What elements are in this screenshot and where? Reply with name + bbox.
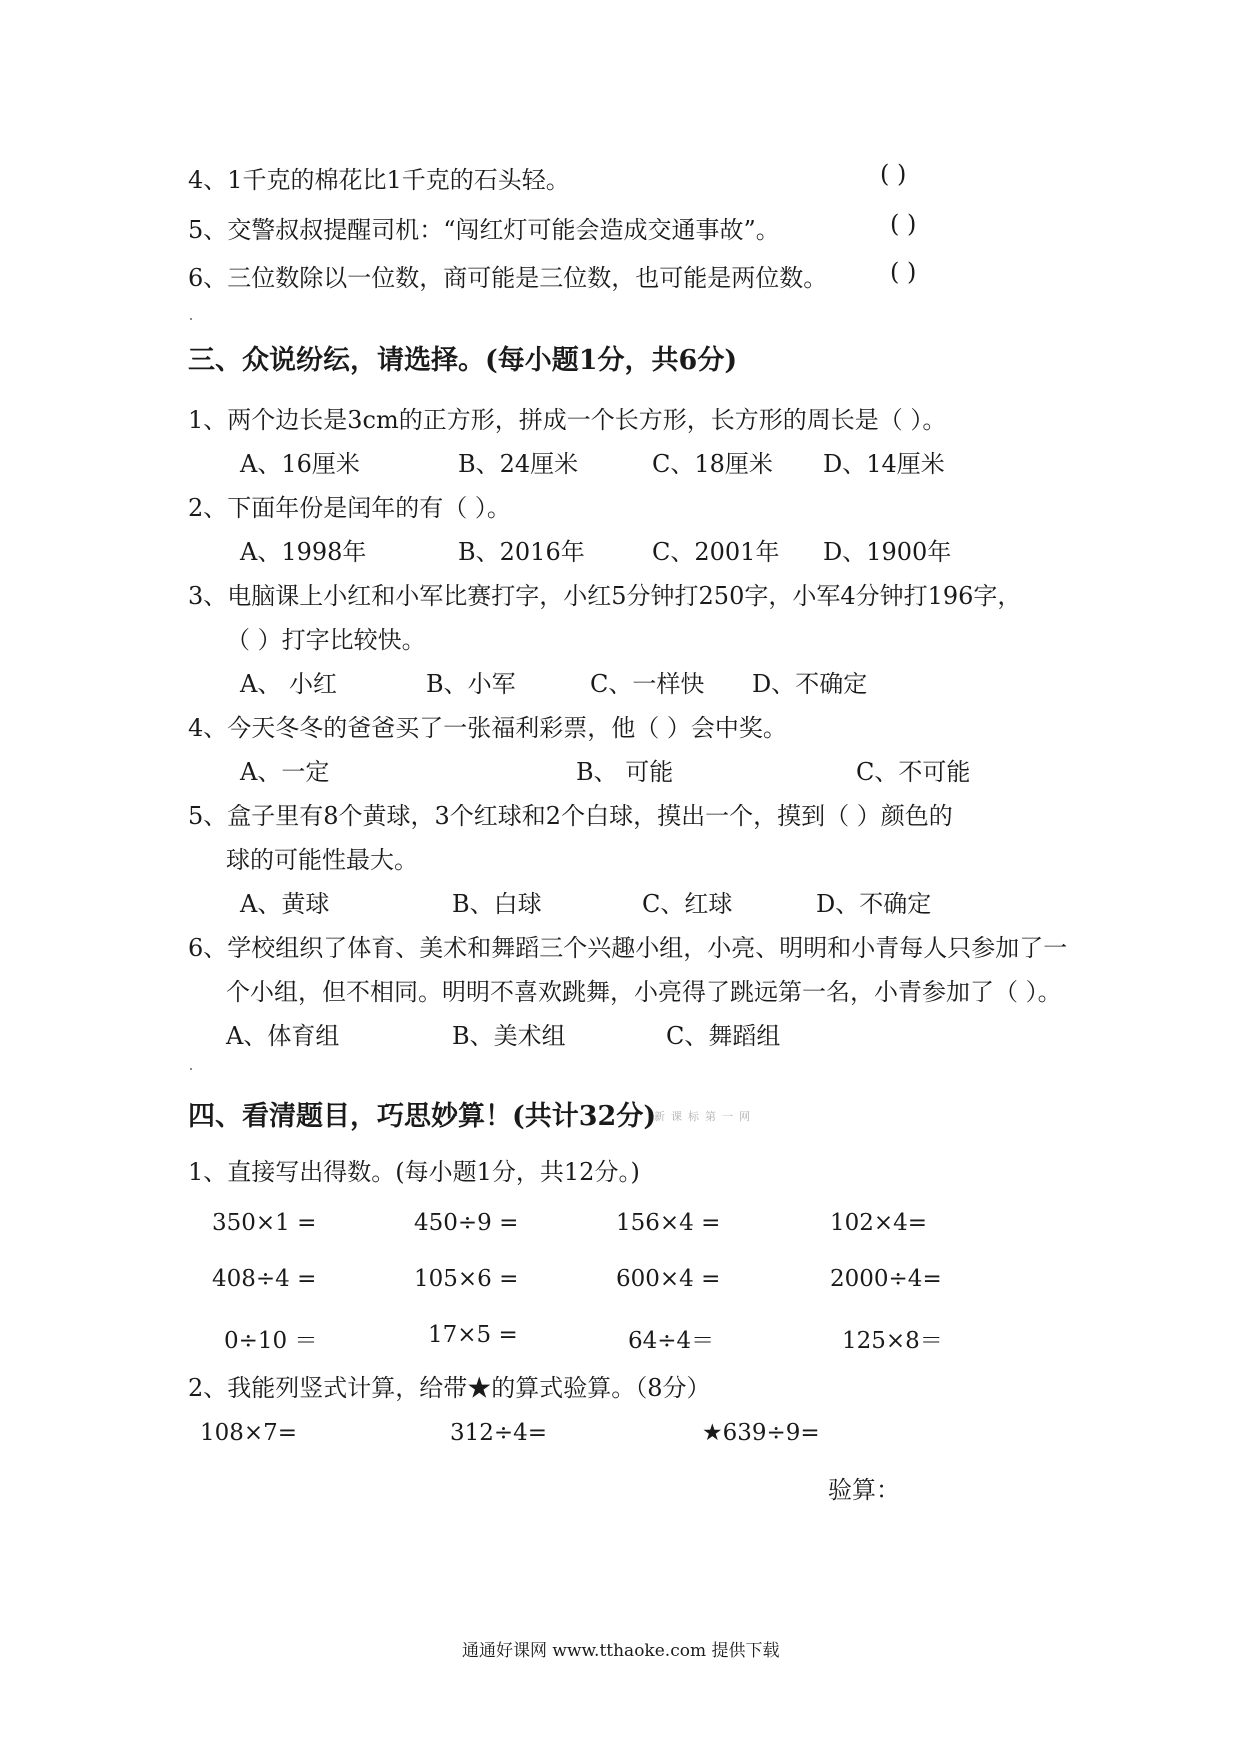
calc-item[interactable]: 125×8＝ [842,1328,943,1354]
watermark: 新课标第一网 [654,1110,756,1123]
answer-bracket-6[interactable]: ( ) [890,258,917,286]
option-3-2-a[interactable]: A、1998年 [240,538,367,566]
option-3-2-b[interactable]: B、2016年 [458,538,585,566]
option-3-5-c[interactable]: C、红球 [642,890,733,918]
option-3-2-c[interactable]: C、2001年 [652,538,780,566]
calc-item[interactable]: 102×4= [830,1210,928,1236]
question-3-3-cont: （ ）打字比较快。 [226,626,426,654]
option-3-3-d[interactable]: D、不确定 [752,670,868,698]
option-3-3-c[interactable]: C、一样快 [590,670,705,698]
option-3-6-c[interactable]: C、舞蹈组 [666,1022,781,1050]
option-3-5-d[interactable]: D、不确定 [816,890,932,918]
calc-item[interactable]: 2000÷4= [830,1266,942,1292]
option-3-1-c[interactable]: C、18厘米 [652,450,773,478]
calc-item[interactable]: 64÷4＝ [628,1328,715,1354]
option-3-4-a[interactable]: A、一定 [240,758,330,786]
question-3-6: 6、学校组织了体育、美术和舞蹈三个兴趣小组，小亮、明明和小青每人只参加了一 [188,934,1068,962]
vertical-calc-1[interactable]: 108×7= [200,1420,298,1446]
question-3-3: 3、电脑课上小红和小军比赛打字，小红5分钟打250字，小军4分钟打196字， [188,582,1022,610]
calc-item[interactable]: 17×5 = [428,1322,518,1348]
question-4-2: 2、我能列竖式计算，给带★的算式验算。（8分） [188,1374,711,1402]
answer-bracket-5[interactable]: ( ) [890,210,917,238]
judgement-item-5: 5、交警叔叔提醒司机：“闯红灯可能会造成交通事故”。 [188,216,780,244]
option-3-3-a[interactable]: A、 小红 [240,670,337,698]
check-label: 验算： [828,1476,900,1504]
option-3-5-b[interactable]: B、白球 [452,890,542,918]
question-3-1: 1、两个边长是3cm的正方形，拼成一个长方形，长方形的周长是（ ）。 [188,406,947,434]
question-4-1: 1、直接写出得数。(每小题1分，共12分。) [188,1158,640,1186]
section-3-heading: 三、众说纷纭，请选择。(每小题1分，共6分) [188,345,738,376]
option-3-6-a[interactable]: A、体育组 [226,1022,340,1050]
judgement-item-6: 6、三位数除以一位数，商可能是三位数，也可能是两位数。 [188,264,828,292]
option-3-5-a[interactable]: A、黄球 [240,890,330,918]
question-3-4: 4、今天冬冬的爸爸买了一张福利彩票，他（ ）会中奖。 [188,714,787,742]
question-3-5: 5、盒子里有8个黄球，3个红球和2个白球，摸出一个，摸到（ ）颜色的 [188,802,953,830]
calc-item[interactable]: 450÷9 = [414,1210,519,1236]
option-3-6-b[interactable]: B、美术组 [452,1022,566,1050]
option-3-1-d[interactable]: D、14厘米 [823,450,945,478]
scan-speck [190,318,192,320]
calc-item[interactable]: 350×1 = [212,1210,317,1236]
calc-item[interactable]: 156×4 = [616,1210,721,1236]
page-footer: 通通好课网 www.tthaoke.com 提供下载 [462,1641,780,1661]
calc-item[interactable]: 105×6 = [414,1266,519,1292]
calc-item[interactable]: 600×4 = [616,1266,721,1292]
question-3-2: 2、下面年份是闰年的有（ ）。 [188,494,511,522]
calc-item[interactable]: 0÷10 ＝ [224,1328,318,1354]
option-3-1-a[interactable]: A、16厘米 [240,450,360,478]
option-3-3-b[interactable]: B、小军 [426,670,516,698]
question-3-6-cont: 个小组，但不相同。明明不喜欢跳舞，小亮得了跳远第一名，小青参加了（ ）。 [226,978,1062,1006]
section-4-heading: 四、看清题目，巧思妙算！(共计32分) [188,1101,657,1132]
option-3-4-c[interactable]: C、不可能 [856,758,971,786]
option-3-4-b[interactable]: B、 可能 [576,758,674,786]
judgement-item-4: 4、1千克的棉花比1千克的石头轻。 [188,166,570,194]
calc-item[interactable]: 408÷4 = [212,1266,317,1292]
option-3-1-b[interactable]: B、24厘米 [458,450,579,478]
option-3-2-d[interactable]: D、1900年 [823,538,952,566]
question-3-5-cont: 球的可能性最大。 [226,846,418,874]
vertical-calc-2[interactable]: 312÷4= [450,1420,548,1446]
answer-bracket-4[interactable]: ( ) [880,160,907,188]
scan-speck [190,1068,192,1070]
vertical-calc-3[interactable]: ★639÷9= [702,1420,820,1446]
